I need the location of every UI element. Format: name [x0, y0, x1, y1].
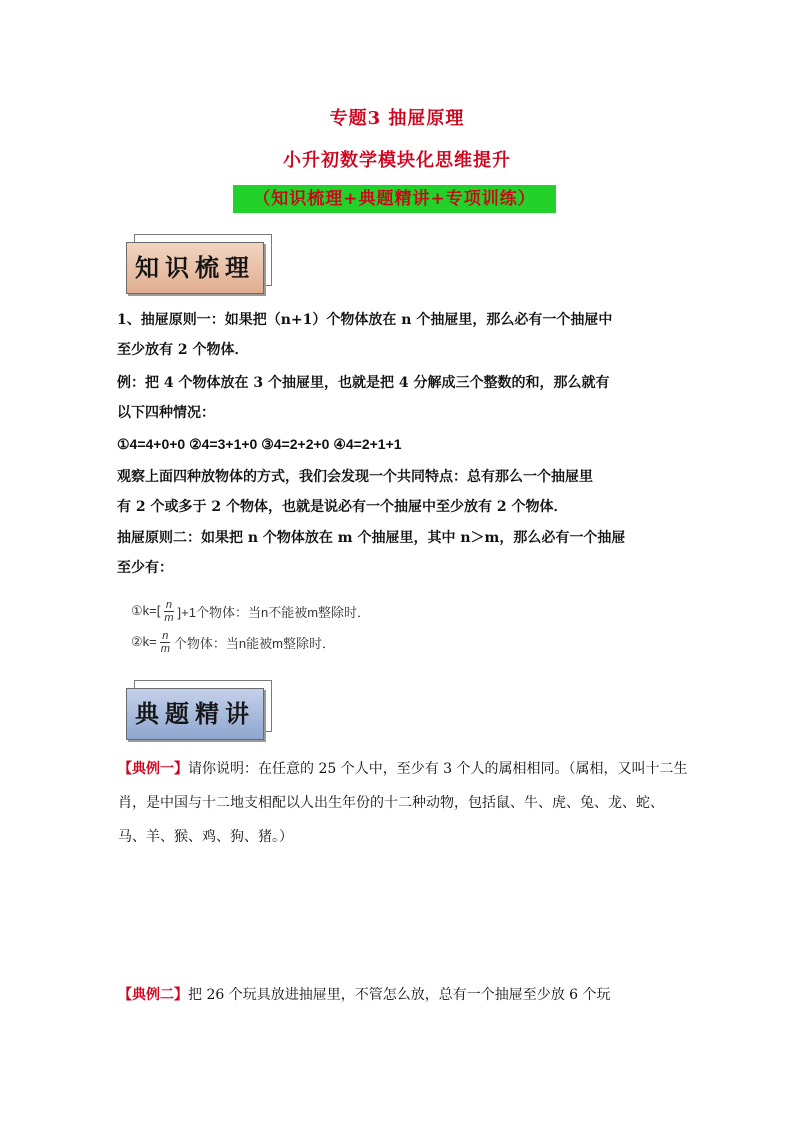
- formula-one-fraction: [162, 599, 175, 624]
- example-two-label: 【典例二】: [118, 987, 188, 1003]
- document-tagline: （知识梳理+典题精讲+专项训练）: [253, 189, 536, 209]
- principle-two-text: 抽屉原则二：如果把 n 个物体放在 m 个抽屉里，其中 n＞m，那么必有一个抽屉 至少有：: [117, 530, 626, 576]
- example-one-text: 请你说明：在任意的 25 个人中，至少有 3 个人的属相相同。（属相，又叫十二生肖，是中国与十二地支相配以人出生年份的十二种动物，包括鼠、牛、虎、兔、龙、蛇、马、羊、猴、鸡、狗、猪。）: [118, 761, 688, 845]
- formula-two-suffix: 个物体：当n能被m整除时．: [173, 635, 335, 651]
- example-two-text: 把 26 个玩具放进抽屉里，不管怎么放，总有一个抽屉至少放 6 个玩: [188, 987, 611, 1003]
- knowledge-section-banner: [126, 242, 264, 296]
- formula-one-suffix: ]+1个物体：当n不能被m整除时．: [177, 604, 371, 620]
- example-intro-text: 例：把 4 个物体放在 3 个抽屉里，也就是把 4 分解成三个整数的和，那么就有 以下四种情况：: [117, 375, 610, 421]
- formula-two-fraction: [159, 630, 172, 655]
- formula-two-prefix: ②k=: [131, 634, 157, 649]
- fraction-denominator: m: [160, 642, 170, 655]
- document-title: 专题3 抽屉原理: [329, 108, 465, 129]
- knowledge-section-title: 知识梳理: [135, 253, 255, 282]
- fraction-numerator: n: [162, 629, 169, 642]
- observation-text: 观察上面四种放物体的方式，我们会发现一个共同特点：总有那么一个抽屉里 有 2 个或多于 2 个物体，也就是说必有一个抽屉中至少放有 2 个物体．: [117, 469, 593, 515]
- examples-section-title: 典题精讲: [135, 699, 255, 728]
- examples-section-banner: [126, 688, 264, 742]
- example-one: [118, 752, 688, 854]
- example-two: [118, 978, 688, 1012]
- formula-one-prefix: ①k=[: [131, 603, 161, 618]
- fraction-denominator: m: [164, 611, 174, 624]
- tagline-highlight: [233, 185, 556, 213]
- formula-two: [131, 627, 335, 657]
- document-subtitle: 小升初数学模块化思维提升: [283, 150, 511, 171]
- formula-one: [131, 596, 370, 626]
- principle-one-text: 1、抽屉原则一：如果把（n+1）个物体放在 n 个抽屉里，那么必有一个抽屉中 至少放有 2 个物体．: [117, 312, 613, 358]
- cases-text: ①4=4+0+0 ②4=3+1+0 ③4=2+2+0 ④4=2+1+1: [117, 436, 402, 452]
- fraction-numerator: n: [165, 598, 172, 611]
- example-one-label: 【典例一】: [118, 761, 188, 777]
